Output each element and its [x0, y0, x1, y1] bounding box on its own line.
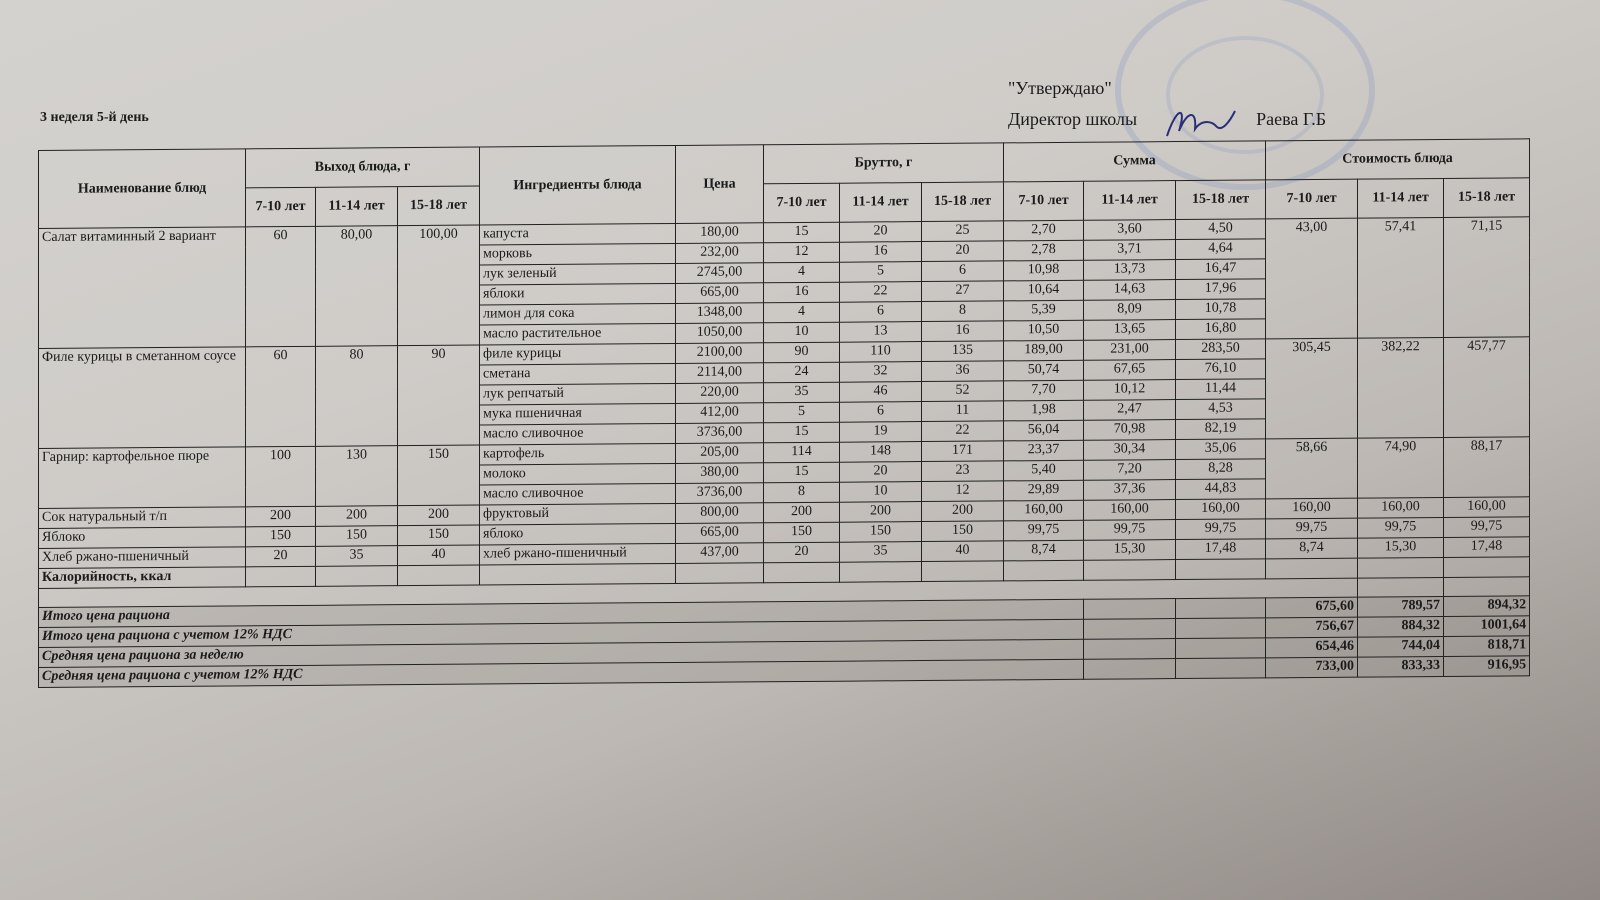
empty-cell: [1176, 658, 1266, 679]
ingredient-gross: 8: [764, 482, 840, 503]
ingredient-gross: 35: [764, 382, 840, 403]
ingredient-gross: 52: [922, 381, 1004, 402]
dish-cost: 99,75: [1358, 517, 1444, 538]
ingredient-sum: 8,28: [1176, 459, 1266, 480]
ingredient-sum: 99,75: [1084, 520, 1176, 541]
ingredient-price: 2114,00: [676, 363, 764, 384]
col-dish-name: Наименование блюд: [39, 149, 246, 229]
empty-cell: [1176, 598, 1266, 619]
dish-yield: 20: [246, 546, 316, 567]
totals-label: Средняя цена рациона с учетом 12% НДС: [39, 659, 1084, 687]
dish-name: Яблоко: [39, 527, 246, 549]
totals-value: 654,46: [1266, 637, 1358, 658]
ingredient-price: 2745,00: [676, 263, 764, 284]
dish-yield: 150: [246, 526, 316, 547]
ingredient-price: 800,00: [676, 503, 764, 524]
dish-cost: 74,90: [1358, 437, 1444, 498]
ingredient-sum: 30,34: [1084, 440, 1176, 461]
ingredient-sum: 10,12: [1084, 380, 1176, 401]
dish-yield: 150: [398, 445, 480, 506]
ingredient-sum: 189,00: [1004, 340, 1084, 361]
ingredient-price: 3736,00: [676, 423, 764, 444]
dish-cost: 160,00: [1266, 498, 1358, 519]
totals-value: 756,67: [1266, 617, 1358, 638]
ingredient-sum: 82,19: [1176, 419, 1266, 440]
empty-cell: [480, 563, 676, 585]
ingredient-sum: 56,04: [1004, 420, 1084, 441]
ingredient-name: мука пшеничная: [480, 403, 676, 425]
ingredient-name: молоко: [480, 463, 676, 485]
menu-table: [38, 138, 1530, 688]
ingredient-gross: 16: [922, 321, 1004, 342]
ingredient-gross: 20: [840, 222, 922, 243]
ingredient-gross: 20: [764, 542, 840, 563]
empty-cell: [1084, 560, 1176, 581]
ingredient-sum: 99,75: [1004, 520, 1084, 541]
ingredient-sum: 8,74: [1004, 540, 1084, 561]
ingredient-gross: 22: [922, 421, 1004, 442]
totals-value: 916,95: [1444, 656, 1530, 677]
ingredient-price: 3736,00: [676, 483, 764, 504]
ingredient-sum: 7,20: [1084, 460, 1176, 481]
dish-yield: 100: [246, 446, 316, 507]
col-price: Цена: [676, 145, 764, 224]
dish-yield: 150: [316, 526, 398, 547]
signature-icon: [1142, 101, 1252, 141]
totals-value: 884,32: [1358, 616, 1444, 637]
ingredient-sum: 16,47: [1176, 259, 1266, 280]
ingredient-name: сметана: [480, 363, 676, 385]
col-cost-age1: 7-10 лет: [1266, 179, 1358, 219]
ingredient-sum: 13,73: [1084, 260, 1176, 281]
ingredient-gross: 10: [764, 322, 840, 343]
totals-label: Итого цена рациона: [39, 599, 1084, 627]
dish-yield: 100,00: [398, 225, 480, 346]
dish-cost: 99,75: [1444, 517, 1530, 538]
ingredient-gross: 13: [840, 322, 922, 343]
ingredient-gross: 12: [764, 242, 840, 263]
ingredient-sum: 17,48: [1176, 539, 1266, 560]
ingredient-sum: 4,64: [1176, 239, 1266, 260]
empty-cell: [1358, 557, 1444, 578]
empty-cell: [246, 566, 316, 587]
empty-cell: [1176, 618, 1266, 639]
ingredient-gross: 150: [840, 522, 922, 543]
totals-value: 744,04: [1358, 636, 1444, 657]
ingredient-name: фруктовый: [480, 503, 676, 525]
ingredient-gross: 200: [764, 502, 840, 523]
dish-name: Сок натуральный т/п: [39, 507, 246, 529]
dish-cost: 160,00: [1444, 497, 1530, 518]
ingredient-gross: 6: [922, 261, 1004, 282]
ingredient-sum: 44,83: [1176, 479, 1266, 500]
ingredient-gross: 25: [922, 221, 1004, 242]
ingredient-gross: 16: [840, 242, 922, 263]
ingredient-gross: 200: [840, 502, 922, 523]
ingredient-sum: 160,00: [1176, 499, 1266, 520]
empty-cell: [1084, 599, 1176, 620]
ingredient-gross: 4: [764, 262, 840, 283]
dish-cost: 43,00: [1266, 218, 1358, 339]
ingredient-gross: 15: [764, 222, 840, 243]
ingredient-gross: 27: [922, 281, 1004, 302]
col-sum-group: Сумма: [1004, 141, 1266, 182]
col-sum-age1: 7-10 лет: [1004, 181, 1084, 221]
ingredient-sum: 1,98: [1004, 400, 1084, 421]
ingredient-name: яблоки: [480, 283, 676, 305]
dish-cost: 57,41: [1358, 217, 1444, 338]
ingredient-sum: 70,98: [1084, 420, 1176, 441]
ingredient-gross: 15: [764, 462, 840, 483]
ingredient-price: 665,00: [676, 283, 764, 304]
ingredient-price: 412,00: [676, 403, 764, 424]
ingredient-gross: 5: [764, 402, 840, 423]
ingredient-sum: 15,30: [1084, 540, 1176, 561]
col-sum-age3: 15-18 лет: [1176, 180, 1266, 220]
ingredient-gross: 114: [764, 442, 840, 463]
ingredient-name: масло сливочное: [480, 423, 676, 445]
dish-cost: 382,22: [1358, 337, 1444, 438]
ingredient-sum: 10,64: [1004, 280, 1084, 301]
ingredient-gross: 200: [922, 501, 1004, 522]
ingredient-gross: 8: [922, 301, 1004, 322]
ingredient-sum: 5,39: [1004, 300, 1084, 321]
dish-yield: 40: [398, 545, 480, 566]
ingredient-gross: 5: [840, 262, 922, 283]
empty-cell: [398, 565, 480, 586]
ingredient-price: 220,00: [676, 383, 764, 404]
approve-label: "Утверждаю": [1008, 78, 1112, 98]
ingredient-sum: 5,40: [1004, 460, 1084, 481]
dish-cost: 99,75: [1266, 518, 1358, 539]
ingredient-sum: 160,00: [1084, 500, 1176, 521]
empty-cell: [1176, 559, 1266, 580]
totals-label: Итого цена рациона с учетом 12% НДС: [39, 619, 1084, 647]
ingredient-name: лук зеленый: [480, 263, 676, 285]
ingredient-gross: 10: [840, 482, 922, 503]
dish-yield: 130: [316, 446, 398, 507]
ingredient-gross: 90: [764, 342, 840, 363]
col-gross-age3: 15-18 лет: [922, 182, 1004, 222]
calories-label: Калорийность, ккал: [39, 567, 246, 589]
ingredient-sum: 4,50: [1176, 219, 1266, 240]
dish-cost: 88,17: [1444, 437, 1530, 498]
dish-yield: 200: [246, 506, 316, 527]
empty-cell: [1444, 557, 1530, 578]
ingredient-sum: 76,10: [1176, 359, 1266, 380]
empty-cell: [1176, 638, 1266, 659]
ingredient-gross: 148: [840, 442, 922, 463]
ingredient-gross: 36: [922, 361, 1004, 382]
dish-yield: 200: [398, 505, 480, 526]
ingredient-sum: 231,00: [1084, 340, 1176, 361]
empty-cell: [316, 566, 398, 587]
empty-cell: [1084, 639, 1176, 660]
totals-label: Средняя цена рациона за неделю: [39, 639, 1084, 667]
ingredient-gross: 20: [840, 462, 922, 483]
col-cost-age2: 11-14 лет: [1358, 178, 1444, 218]
col-cost-age3: 15-18 лет: [1444, 178, 1530, 218]
col-yield-group: Выход блюда, г: [246, 147, 480, 188]
dish-name: Филе курицы в сметанном соусе: [39, 347, 246, 449]
ingredient-name: масло сливочное: [480, 483, 676, 505]
ingredient-price: 437,00: [676, 543, 764, 564]
director-label: Директор школы: [1008, 109, 1138, 130]
dish-yield: 60: [246, 346, 316, 447]
ingredient-gross: 23: [922, 461, 1004, 482]
col-ingredients: Ингредиенты блюда: [480, 145, 676, 225]
ingredient-sum: 67,65: [1084, 360, 1176, 381]
dish-cost: 457,77: [1444, 337, 1530, 438]
approval-block: [1008, 76, 1326, 141]
col-yield-age3: 15-18 лет: [398, 186, 480, 226]
ingredient-gross: 150: [764, 522, 840, 543]
ingredient-gross: 4: [764, 302, 840, 323]
totals-value: 833,33: [1358, 656, 1444, 677]
ingredient-gross: 35: [840, 542, 922, 563]
ingredient-gross: 20: [922, 241, 1004, 262]
ingredient-sum: 14,63: [1084, 280, 1176, 301]
ingredient-sum: 13,65: [1084, 320, 1176, 341]
ingredient-gross: 16: [764, 282, 840, 303]
totals-value: 894,32: [1444, 596, 1530, 617]
ingredient-sum: 50,74: [1004, 360, 1084, 381]
ingredient-price: 232,00: [676, 243, 764, 264]
director-name: Раева Г.Б: [1256, 109, 1327, 130]
ingredient-sum: 8,09: [1084, 300, 1176, 321]
ingredient-sum: 2,70: [1004, 220, 1084, 241]
dish-cost: 15,30: [1358, 537, 1444, 558]
dish-cost: 71,15: [1444, 217, 1530, 338]
ingredient-price: 1050,00: [676, 323, 764, 344]
empty-cell: [1084, 619, 1176, 640]
ingredient-gross: 40: [922, 541, 1004, 562]
ingredient-price: 2100,00: [676, 343, 764, 364]
ingredient-sum: 35,06: [1176, 439, 1266, 460]
ingredient-sum: 16,80: [1176, 319, 1266, 340]
ingredient-name: филе курицы: [480, 343, 676, 365]
ingredient-name: морковь: [480, 243, 676, 265]
empty-cell: [922, 561, 1004, 582]
ingredient-sum: 37,36: [1084, 480, 1176, 501]
ingredient-price: 205,00: [676, 443, 764, 464]
ingredient-gross: 110: [840, 342, 922, 363]
totals-value: 733,00: [1266, 657, 1358, 678]
ingredient-gross: 22: [840, 282, 922, 303]
ingredient-gross: 19: [840, 422, 922, 443]
empty-cell: [1358, 577, 1444, 597]
empty-cell: [676, 563, 764, 584]
col-gross-age1: 7-10 лет: [764, 183, 840, 223]
ingredient-sum: 7,70: [1004, 380, 1084, 401]
col-cost-group: Стоимость блюда: [1266, 139, 1530, 180]
dish-yield: 150: [398, 525, 480, 546]
ingredient-gross: 6: [840, 402, 922, 423]
col-yield-age1: 7-10 лет: [246, 187, 316, 227]
ingredient-gross: 15: [764, 422, 840, 443]
ingredient-sum: 17,96: [1176, 279, 1266, 300]
dish-name: Хлеб ржано-пшеничный: [39, 547, 246, 569]
ingredient-gross: 32: [840, 362, 922, 383]
ingredient-sum: 160,00: [1004, 500, 1084, 521]
empty-cell: [764, 562, 840, 583]
empty-cell: [1004, 560, 1084, 581]
ingredient-sum: 2,47: [1084, 400, 1176, 421]
dish-cost: 58,66: [1266, 438, 1358, 499]
menu-body: [39, 217, 1530, 688]
col-gross-age2: 11-14 лет: [840, 183, 922, 223]
ingredient-sum: 10,98: [1004, 260, 1084, 281]
empty-cell: [1444, 577, 1530, 597]
dish-cost: 17,48: [1444, 537, 1530, 558]
ingredient-sum: 10,78: [1176, 299, 1266, 320]
dish-yield: 200: [316, 506, 398, 527]
ingredient-gross: 12: [922, 481, 1004, 502]
ingredient-sum: 2,78: [1004, 240, 1084, 261]
dish-cost: 160,00: [1358, 497, 1444, 518]
totals-value: 675,60: [1266, 597, 1358, 618]
ingredient-name: масло растительное: [480, 323, 676, 345]
empty-cell: [1084, 659, 1176, 680]
ingredient-name: хлеб ржано-пшеничный: [480, 543, 676, 565]
totals-value: 818,71: [1444, 636, 1530, 657]
ingredient-sum: 3,71: [1084, 240, 1176, 261]
dish-name: Гарнир: картофельное пюре: [39, 447, 246, 509]
ingredient-sum: 283,50: [1176, 339, 1266, 360]
ingredient-gross: 24: [764, 362, 840, 383]
ingredient-name: лимон для сока: [480, 303, 676, 325]
ingredient-gross: 150: [922, 521, 1004, 542]
ingredient-gross: 135: [922, 341, 1004, 362]
totals-value: 1001,64: [1444, 616, 1530, 637]
day-title: 3 неделя 5-й день: [40, 110, 149, 125]
ingredient-gross: 6: [840, 302, 922, 323]
dish-cost: 8,74: [1266, 538, 1358, 559]
ingredient-gross: 11: [922, 401, 1004, 422]
dish-yield: 35: [316, 546, 398, 567]
ingredient-name: яблоко: [480, 523, 676, 545]
ingredient-name: картофель: [480, 443, 676, 465]
ingredient-price: 380,00: [676, 463, 764, 484]
dish-yield: 80: [316, 346, 398, 447]
ingredient-name: лук репчатый: [480, 383, 676, 405]
ingredient-name: капуста: [480, 223, 676, 245]
ingredient-sum: 29,89: [1004, 480, 1084, 501]
dish-yield: 60: [246, 226, 316, 347]
ingredient-sum: 4,53: [1176, 399, 1266, 420]
dish-yield: 80,00: [316, 226, 398, 347]
empty-cell: [840, 562, 922, 583]
ingredient-gross: 171: [922, 441, 1004, 462]
dish-name: Салат витаминный 2 вариант: [39, 227, 246, 349]
ingredient-sum: 11,44: [1176, 379, 1266, 400]
ingredient-sum: 3,60: [1084, 220, 1176, 241]
col-sum-age2: 11-14 лет: [1084, 181, 1176, 221]
dish-cost: 305,45: [1266, 338, 1358, 439]
totals-value: 789,57: [1358, 596, 1444, 617]
ingredient-price: 180,00: [676, 223, 764, 244]
ingredient-price: 665,00: [676, 523, 764, 544]
ingredient-gross: 46: [840, 382, 922, 403]
col-yield-age2: 11-14 лет: [316, 187, 398, 227]
ingredient-sum: 99,75: [1176, 519, 1266, 540]
ingredient-price: 1348,00: [676, 303, 764, 324]
col-gross-group: Брутто, г: [764, 143, 1004, 184]
dish-yield: 90: [398, 345, 480, 446]
empty-cell: [1266, 558, 1358, 579]
ingredient-sum: 10,50: [1004, 320, 1084, 341]
ingredient-sum: 23,37: [1004, 440, 1084, 461]
